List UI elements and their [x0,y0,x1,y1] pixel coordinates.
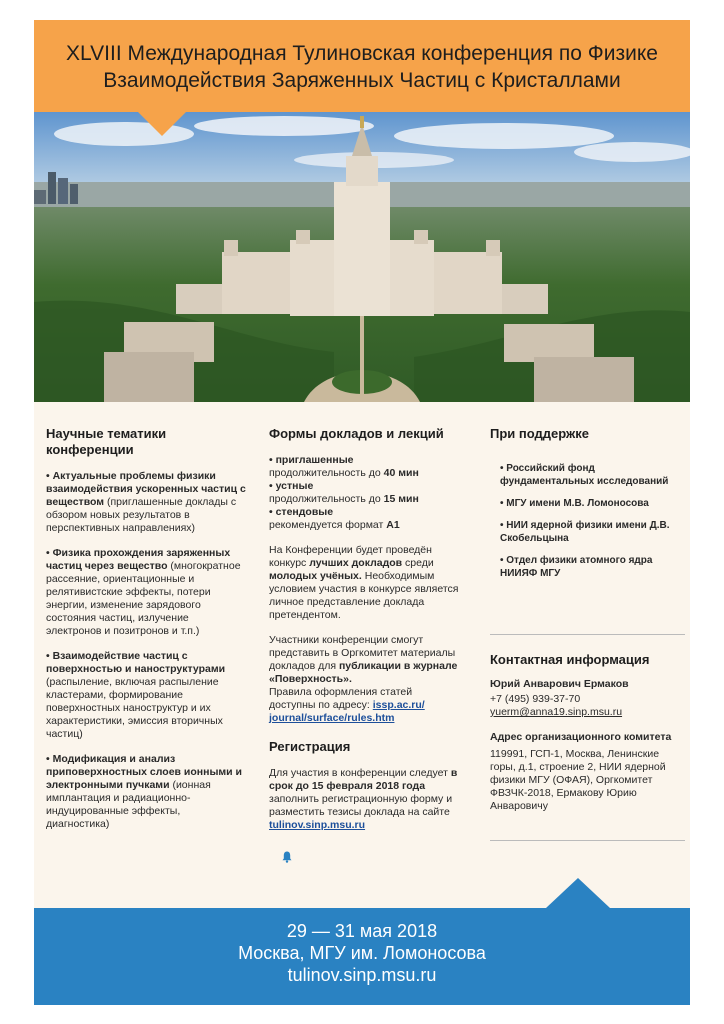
title-banner [34,20,690,112]
publication-journal: публикации в журнале «Поверхность». [269,660,458,685]
support-heading: При поддержке [490,426,589,441]
topic-item [46,650,246,741]
format-poster-label: • стендовые [269,506,334,518]
contact-name: Юрий Анварович Ермаков [490,678,629,690]
support-item: • НИИ ядерной физики имени Д.В. Скобельцына [500,520,670,544]
aerial-photo-illustration [34,112,690,402]
contact-column [490,652,685,813]
contest-bold: молодых учёных. [269,570,362,582]
topic-item [46,753,246,831]
support-item: • Отдел физики атомного ядра НИИЯФ МГУ [500,555,653,579]
format-oral-text: продолжительность до [269,493,384,505]
support-column [490,426,685,589]
topic-title: • Взаимодействие частиц с поверхностью и наноструктурами [46,650,226,675]
contest-bold: лучших докладов [309,557,403,569]
contest-text: среди [402,557,434,569]
format-invited-value: 40 мин [383,467,419,479]
registration-paragraph [269,767,459,832]
banner-notch [138,112,186,136]
footer-banner [34,908,690,1005]
contest-text: На Конференции будет проведён конкурс [269,544,432,569]
divider-line [490,634,685,635]
poster [34,20,690,1005]
footer-dates: 29 — 31 мая 2018 [286,921,438,941]
footer-venue: Москва, МГУ им. Ломоносова [238,943,486,963]
publication-paragraph [269,634,459,725]
topic-description: (распыление, включая распыление кластерами, формирование поверхностных наноструктур и их характеристики, эмиссия вторичных частиц) [46,676,223,740]
contact-email-link[interactable]: yuerm@anna19.sinp.msu.ru [490,706,623,718]
topic-description: (многократное рассеяние, ориентационные и релятивистские эффекты, потери энергии, изменение зарядового состояния частиц, излучение электронов и позитронов и т.п.) [46,560,241,637]
format-invited-text: продолжительность до [269,467,384,479]
contact-phone: +7 (495) 939-37-70 [490,693,581,705]
registration-deadline: в срок до 15 февраля 2018 года [269,767,458,792]
formats-column [269,426,459,844]
address-text: 119991, ГСП-1, Москва, Ленинские горы, д.1, строение 2, НИИ ядерной физики МГУ (ОФАЯ), Оргкомитет ФВЗЧК-2018, Ермакову Юрию Анваровичу [490,748,666,812]
topic-description: (ионная имплантация и радиационно-индуцированные эффекты, диагностика) [46,779,211,830]
format-invited-label: • приглашенные [269,454,354,466]
contest-text: Необходимым условием участия в конкурсе является личное представление доклада претендентом. [269,570,459,621]
registration-site-link[interactable]: tulinov.sinp.msu.ru [269,819,366,831]
registration-text: заполнить регистрационную форму и разместить тезисы доклада на сайте [269,793,453,818]
format-oral-label: • устные [269,480,314,492]
support-item: • МГУ имени М.В. Ломоносова [500,498,649,509]
divider-line [490,840,685,841]
support-item: • Российский фонд фундаментальных исследований [500,463,669,487]
registration-heading: Регистрация [269,739,351,754]
formats-list [269,454,459,532]
format-oral-value: 15 мин [383,493,419,505]
topic-title: • Физика прохождения заряженных частиц через вещество [46,547,231,572]
contest-paragraph [269,544,459,622]
address-heading: Адрес организационного комитета [490,731,672,743]
title-line-1: XLVIII Международная Тулиновская конференция по Физике [66,42,658,65]
moscow-state-university-photo [34,112,690,402]
publication-text: Участники конференции смогут представить в Оргкомитет материалы докладов для [269,634,456,672]
support-list [490,462,685,580]
rules-link[interactable]: issp.ac.ru/ journal/surface/rules.htm [269,699,425,724]
contact-heading: Контактная информация [490,652,650,667]
footer-notch [546,878,610,908]
conference-title [44,40,680,94]
publication-rules-text: Правила оформления статей доступны по адресу: [269,686,413,711]
registration-text: Для участия в конференции следует [269,767,451,779]
title-line-2: Взаимодействия Заряженных Частиц с Кристаллами [103,69,621,92]
topic-title: • Модификация и анализ приповерхностных слоев ионными и электронными пучками [46,753,243,791]
format-poster-value: А1 [386,519,400,531]
topic-title: • Актуальные проблемы физики взаимодействия ускоренных частиц с веществом [46,470,246,508]
topic-item [46,547,246,638]
topics-heading: Научные тематики конференции [46,426,167,457]
topic-description: (приглашенные доклады с обзором новых результатов в перспективных направлениях) [46,496,237,534]
format-poster-text: рекомендуется формат [269,519,387,531]
bell-icon [282,851,292,863]
topics-column [46,426,246,843]
footer-site-link[interactable]: tulinov.sinp.msu.ru [287,965,437,985]
formats-heading: Формы докладов и лекций [269,426,444,441]
topic-item [46,470,246,535]
